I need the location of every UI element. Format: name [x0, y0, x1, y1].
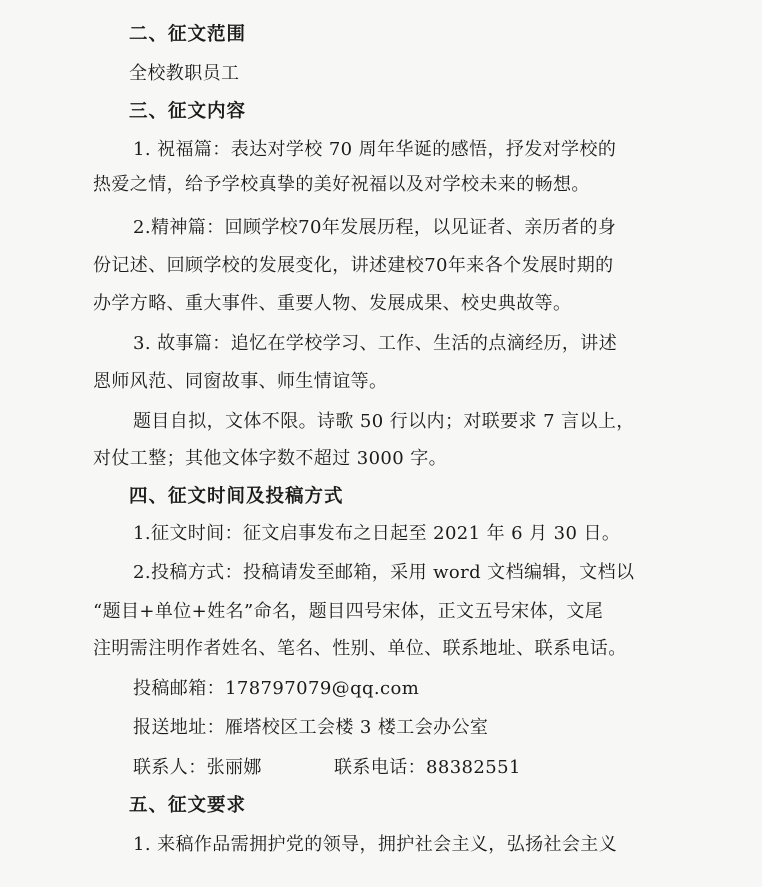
contact-phone: 联系电话：88382551 — [334, 757, 521, 778]
content-item3-line1: 3. 故事篇：追忆在学校学习、工作、生活的点滴经历，讲述 — [133, 333, 618, 354]
time-item2-line1: 2.投稿方式：投稿请发至邮箱，采用 word 文档编辑，文档以 — [133, 562, 635, 583]
section-heading-content: 三、征文内容 — [129, 101, 247, 122]
content-note-line1: 题目自拟，文体不限。诗歌 50 行以内；对联要求 7 言以上， — [133, 411, 635, 432]
time-item1: 1.征文时间：征文启事发布之日起至 2021 年 6 月 30 日。 — [133, 523, 621, 544]
section-heading-requirements: 五、征文要求 — [129, 795, 247, 816]
section-heading-time: 四、征文时间及投稿方式 — [129, 486, 344, 507]
submission-email: 投稿邮箱：178797079@qq.com — [133, 678, 420, 699]
contact-person: 联系人：张丽娜 — [133, 757, 262, 778]
content-note-line2: 对仗工整；其他文体字数不超过 3000 字。 — [93, 448, 448, 469]
time-item2-line2: “题目+单位+姓名”命名，题目四号宋体，正文五号宋体，文尾 — [93, 601, 604, 622]
content-item2-line1: 2.精神篇：回顾学校70年发展历程，以见证者、亲历者的身 — [133, 217, 617, 238]
content-item2-line2: 份记述、回顾学校的发展变化，讲述建校70年来各个发展时期的 — [93, 255, 614, 276]
content-item2-line3: 办学方略、重大事件、重要人物、发展成果、校史典故等。 — [93, 293, 572, 314]
requirements-item1-line1: 1. 来稿作品需拥护党的领导，拥护社会主义，弘扬社会主义 — [133, 834, 618, 855]
scope-text: 全校教职员工 — [129, 63, 240, 84]
content-item3-line2: 恩师风范、同窗故事、师生情谊等。 — [93, 371, 388, 392]
time-item2-line3: 注明需注明作者姓名、笔名、性别、单位、联系地址、联系电话。 — [93, 638, 627, 659]
section-heading-scope: 二、征文范围 — [129, 24, 247, 45]
content-item1-line1: 1. 祝福篇：表达对学校 70 周年华诞的感悟，抒发对学校的 — [133, 139, 617, 160]
submission-address: 报送地址：雁塔校区工会楼 3 楼工会办公室 — [133, 717, 489, 738]
content-item1-line2: 热爱之情，给予学校真挚的美好祝福以及对学校未来的畅想。 — [93, 174, 590, 195]
